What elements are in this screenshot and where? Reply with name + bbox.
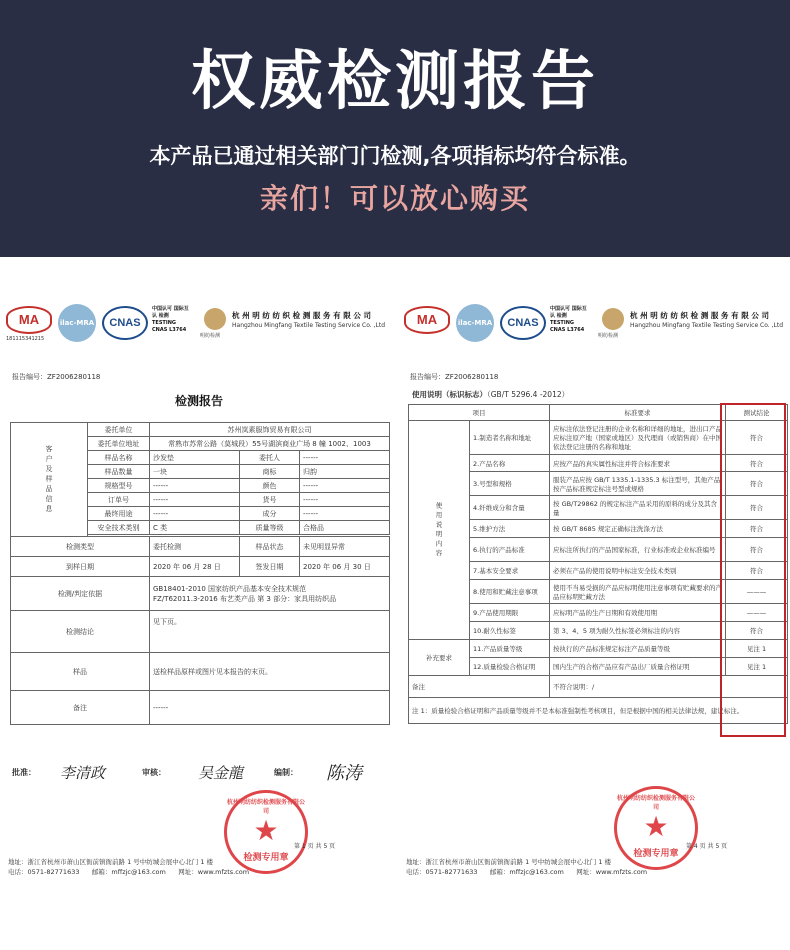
basis-line: GB18401-2010 国家纺织产品基本安全技术规范 <box>153 584 307 593</box>
group-label: 客户及样品信息 <box>11 423 88 537</box>
review-label: 审核： <box>142 768 166 777</box>
stamp-text: 检测专用章 <box>633 849 679 859</box>
cell-label: 检测结论 <box>11 611 150 653</box>
cell-label: 规格型号 <box>88 479 150 493</box>
stamp-ring-text: 杭州明纺纺织检测服务有限公司 <box>617 795 696 811</box>
cnas-logo-icon: CNAS <box>500 306 546 340</box>
cell-label: 成分 <box>240 507 300 521</box>
stamp-ring-text: 杭州明纺纺织检测服务有限公司 <box>227 799 306 815</box>
result-highlight-box <box>720 403 786 737</box>
item-name: 11.产品质量等级 <box>470 640 550 658</box>
item-requirement: 应标注所执行的产品国家标准，行业标准或企业标准编号 <box>550 538 726 562</box>
report-page-4 <box>402 300 790 940</box>
signature-line <box>12 763 392 797</box>
ilac-logo-icon: ilac-MRA <box>58 304 96 342</box>
item-result: ——— <box>726 580 788 604</box>
company-name-cn: 杭 州 明 纺 纺 织 检 测 服 务 有 限 公 司 <box>630 311 769 320</box>
cell-value: ------ <box>300 493 390 507</box>
cell-label: 到样日期 <box>11 557 150 577</box>
group-label: 补充要求 <box>409 640 470 676</box>
footer <box>8 857 388 877</box>
group-label: 使用说明内容 <box>409 421 470 640</box>
item-name: 4.纤维成分和含量 <box>470 496 550 520</box>
cell-label: 备注 <box>11 691 150 725</box>
cell-label: 样品 <box>11 653 150 691</box>
cell-label: 样品数量 <box>88 465 150 479</box>
mingfang-logo-icon <box>602 308 624 330</box>
footer-phone: 电话：0571-82771633 <box>8 868 80 876</box>
item-name: 6.执行的产品标准 <box>470 538 550 562</box>
item-requirement: 使用不当易受损的产品应标明使用注意事项有贮藏要求的产品应标明贮藏方法 <box>550 580 726 604</box>
cell-label: 安全技术类别 <box>88 521 150 535</box>
note: 注 1：质量检验合格证明和产品质量等级并不是本标准强制性考核项目，但是根据中国的相关法律法规，建议标注。 <box>409 698 788 724</box>
cell-label: 订单号 <box>88 493 150 507</box>
cell-value: 一块 <box>150 465 240 479</box>
cell-label: 样品状态 <box>240 537 300 557</box>
mingfang-caption: 明纺检测 <box>200 333 221 339</box>
footer-phone: 电话：0571-82771633 <box>406 868 478 876</box>
cell-label: 颜色 <box>240 479 300 493</box>
cell-value: 合格品 <box>300 521 390 535</box>
item-result: 见注 1 <box>726 640 788 658</box>
basis-cell <box>150 577 390 611</box>
cell-label: 质量等级 <box>240 521 300 535</box>
mingfang-logo-icon <box>204 308 226 330</box>
cell-label: 样品名称 <box>88 451 150 465</box>
cell-value: ------ <box>150 507 240 521</box>
footer-email: 邮箱：mffzjc@163.com <box>489 868 564 876</box>
remark-label: 备注 <box>409 676 550 698</box>
cell-label: 检测类型 <box>11 537 150 557</box>
cell-value: 2020 年 06 月 28 日 <box>150 557 240 577</box>
item-name: 1.制造者名称和地址 <box>470 421 550 455</box>
cell-value: 未见明显异常 <box>300 537 390 557</box>
cell-label: 最终用途 <box>88 507 150 521</box>
cell-value: 常熟市苏常公路（莫城段）55号湖滨商业广场 8 幢 1002、1003 <box>150 437 390 451</box>
official-stamp-icon: 杭州明纺纺织检测服务有限公司 ★ 检测专用章 <box>614 786 698 870</box>
cell-value: ------ <box>150 691 390 725</box>
item-result: 见注 1 <box>726 658 788 676</box>
item-requirement: 按 GB/T 8685 规定正确标注洗涤方法 <box>550 520 726 538</box>
item-requirement: 服装产品应按 GB/T 1335.1-1335.3 标注型号，其他产品按产品标准规定标注号型或规格 <box>550 472 726 496</box>
page-number: 第 1 页 共 5 页 <box>294 843 336 850</box>
item-name: 8.使用和贮藏注意事项 <box>470 580 550 604</box>
cell-value: 见下页。 <box>150 611 390 653</box>
item-result: 符合 <box>726 622 788 640</box>
cnas-logo-icon: CNAS <box>102 306 148 340</box>
remark-value: 不符合说明：/ <box>550 676 788 698</box>
item-result: 符合 <box>726 472 788 496</box>
approve-signature: 李清政 <box>60 764 106 782</box>
cell-value: 委托检测 <box>150 537 240 557</box>
item-name: 3.号型和规格 <box>470 472 550 496</box>
cell-value: 2020 年 06 月 30 日 <box>300 557 390 577</box>
stamp-text: 检测专用章 <box>243 853 289 863</box>
logo-header <box>402 300 790 350</box>
item-result: 符合 <box>726 455 788 472</box>
report-number: 报告编号：ZF2006280118 <box>12 373 101 381</box>
section-title: 使用说明（标识标志）（GB/T 5296.4 -2012） <box>412 390 570 399</box>
mingfang-caption: 明纺检测 <box>598 333 619 339</box>
cell-label: 委托单位地址 <box>88 437 150 451</box>
cell-value: 沙发垫 <box>150 451 240 465</box>
ilac-logo-icon: ilac-MRA <box>456 304 494 342</box>
cnas-text: 中国认可 国际互认 检测 TESTING CNAS L3764 <box>152 306 189 333</box>
logo-header <box>4 300 394 350</box>
page-number: 第 4 页 共 5 页 <box>686 843 728 850</box>
cell-value: ------ <box>150 493 240 507</box>
ma-logo-icon: MA <box>6 306 52 334</box>
item-requirement: 必须在产品的使用说明中标注安全技术类别 <box>550 562 726 580</box>
footer <box>406 857 786 877</box>
item-name: 10.耐久性标签 <box>470 622 550 640</box>
basis-line: FZ/T62011.3-2016 布艺类产品 第 3 部分：家具用纺织品 <box>153 594 337 603</box>
ma-logo-icon: MA <box>404 306 450 334</box>
item-result: 符合 <box>726 538 788 562</box>
footer-address: 地址：浙江省杭州市萧山区衙前镇衙前路 1 号中纺城会展中心北门 1 楼 <box>406 858 612 866</box>
cell-label: 货号 <box>240 493 300 507</box>
cell-label: 委托人 <box>240 451 300 465</box>
cell-value: 苏州岚素服饰贸易有限公司 <box>150 423 390 437</box>
cell-value: ------ <box>300 479 390 493</box>
banner-title: 权威检测报告 <box>191 45 599 119</box>
item-name: 12.质量检验合格证明 <box>470 658 550 676</box>
report-page-1 <box>4 300 394 940</box>
company-name-en: Hangzhou Mingfang Textile Testing Service Co. ,Ltd <box>232 322 386 329</box>
company-name-cn: 杭 州 明 纺 纺 织 检 测 服 务 有 限 公 司 <box>232 311 371 320</box>
banner-slogan: 亲们！可以放心购买 <box>259 182 530 215</box>
header-cell: 标准要求 <box>550 405 726 421</box>
item-result: 符合 <box>726 421 788 455</box>
item-requirement: 国内生产的合格产品应有产品出厂质量合格证明 <box>550 658 726 676</box>
item-name: 2.产品名称 <box>470 455 550 472</box>
compile-signature: 陈涛 <box>326 763 362 784</box>
cell-value: C 类 <box>150 521 240 535</box>
item-name: 7.基本安全要求 <box>470 562 550 580</box>
compile-label: 编制： <box>274 768 298 777</box>
approve-label: 批准： <box>12 768 36 777</box>
item-requirement: 应标明产品的生产日期和有效使用期 <box>550 604 726 622</box>
cell-label: 委托单位 <box>88 423 150 437</box>
item-name: 9.产品使用期限 <box>470 604 550 622</box>
cnas-text: 中国认可 国际互认 检测 TESTING CNAS L3764 <box>550 306 587 333</box>
report-info-table <box>10 422 390 725</box>
ma-number: 181115341215 <box>6 336 45 342</box>
footer-web: 网址：www.mfzts.com <box>576 868 648 876</box>
footer-web: 网址：www.mfzts.com <box>178 868 250 876</box>
footer-address: 地址：浙江省杭州市萧山区衙前镇衙前路 1 号中纺城会展中心北门 1 楼 <box>8 858 214 866</box>
item-requirement: 第 3、4、5 项为耐久性标签必须标注的内容 <box>550 622 726 640</box>
header-cell: 测试结论 <box>726 405 788 421</box>
cell-label: 商标 <box>240 465 300 479</box>
banner <box>0 0 790 257</box>
cell-value: ------ <box>300 507 390 521</box>
header-cell: 项目 <box>409 405 550 421</box>
cell-value: ------ <box>150 479 240 493</box>
cell-value: ------ <box>300 451 390 465</box>
cell-label: 检测/判定依据 <box>11 577 150 611</box>
footer-email: 邮箱：mffzjc@163.com <box>91 868 166 876</box>
cell-label: 签发日期 <box>240 557 300 577</box>
official-stamp-icon: 杭州明纺纺织检测服务有限公司 ★ 检测专用章 <box>224 790 308 874</box>
item-name: 5.维护方法 <box>470 520 550 538</box>
cell-value: 送检样品原样或图片见本报告的末页。 <box>150 653 390 691</box>
item-requirement: 应按产品的真实属性标注并符合标准要求 <box>550 455 726 472</box>
item-requirement: 按 GB/T29862 的规定标注产品采用的原料的成分及其含量 <box>550 496 726 520</box>
report-number: 报告编号：ZF2006280118 <box>410 373 499 381</box>
item-result: 符合 <box>726 496 788 520</box>
item-result: ——— <box>726 604 788 622</box>
cell-value: 归韵 <box>300 465 390 479</box>
item-requirement: 应标注依法登记注册的企业名称和详细的地址，进出口产品应标注原产地（国家或地区）及代理商（或销售商）在中国依法登记注册的名称和地址 <box>550 421 726 455</box>
company-name-en: Hangzhou Mingfang Textile Testing Service Co. ,Ltd <box>630 322 784 329</box>
review-signature: 吴金龍 <box>198 764 244 782</box>
item-requirement: 按执行的产品标准规定标注产品质量等级 <box>550 640 726 658</box>
item-result: 符合 <box>726 562 788 580</box>
banner-subtitle: 本产品已通过相关部门门检测,各项指标均符合标准。 <box>149 144 641 168</box>
item-result: 符合 <box>726 520 788 538</box>
report-title: 检测报告 <box>174 394 223 408</box>
